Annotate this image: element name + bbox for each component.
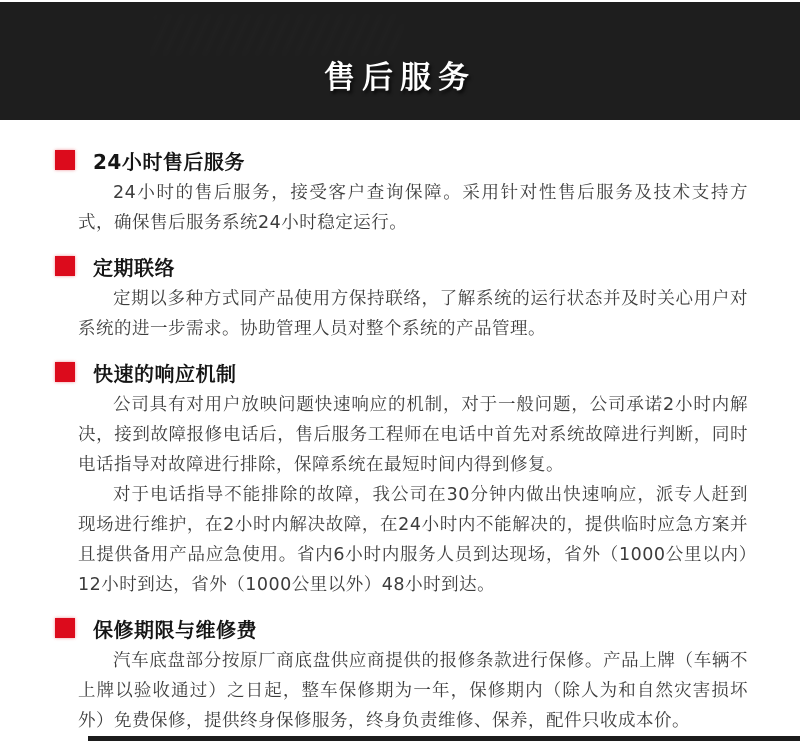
red-square-bullet xyxy=(55,362,75,382)
section-warranty xyxy=(55,614,748,736)
section-regular-contact xyxy=(55,252,748,344)
watermark-smudge xyxy=(144,14,405,56)
red-square-bullet xyxy=(55,256,75,276)
content xyxy=(0,120,800,736)
section-title: 快速的响应机制 xyxy=(93,361,237,386)
section-paragraph: 定期以多种方式同产品使用方保持联络，了解系统的运行状态并及时关心用户对系统的进一步需求。协助管理人员对整个系统的产品管理。 xyxy=(78,289,748,339)
section-heading-row xyxy=(55,252,748,280)
section-paragraph: 24小时的售后服务，接受客户查询保障。采用针对性售后服务及技术支持方式，确保售后服务系统24小时稳定运行。 xyxy=(78,183,748,233)
header-band xyxy=(0,2,800,120)
section-title: 保修期限与维修费 xyxy=(93,617,257,642)
section-title: 定期联络 xyxy=(93,255,175,280)
section-paragraph: 对于电话指导不能排除的故障，我公司在30分钟内做出快速响应，派专人赶到现场进行维护，在2小时内解决故障，在24小时内不能解决的，提供临时应急方案并且提供备用产品应急使用。省内6小时内服务人员到达现场，省外（1000公里以内）12小时到达，省外（1000公里以外）48小时到达。 xyxy=(78,485,748,595)
red-square-bullet xyxy=(55,150,75,170)
section-heading-row xyxy=(55,146,748,174)
section-heading-row xyxy=(55,614,748,642)
section-heading-row xyxy=(55,358,748,386)
section-paragraph: 公司具有对用户放映问题快速响应的机制，对于一般问题，公司承诺2小时内解决，接到故障报修电话后，售后服务工程师在电话中首先对系统故障进行判断，同时电话指导对故障进行排除，保障系统在最短时间内得到修复。 xyxy=(78,395,748,475)
section-paragraph: 汽车底盘部分按原厂商底盘供应商提供的报修条款进行保修。产品上牌（车辆不上牌以验收通过）之日起，整车保修期为一年，保修期内（除人为和自然灾害损坏外）免费保修，提供终身保修服务，终身负责维修、保养，配件只收成本价。 xyxy=(78,651,748,731)
section-rapid-response xyxy=(55,358,748,600)
section-title: 24小时售后服务 xyxy=(93,149,245,174)
next-section-band-partial xyxy=(88,736,800,741)
section-24h-service xyxy=(55,146,748,238)
red-square-bullet xyxy=(55,618,75,638)
page-title: 售后服务 xyxy=(324,59,476,96)
